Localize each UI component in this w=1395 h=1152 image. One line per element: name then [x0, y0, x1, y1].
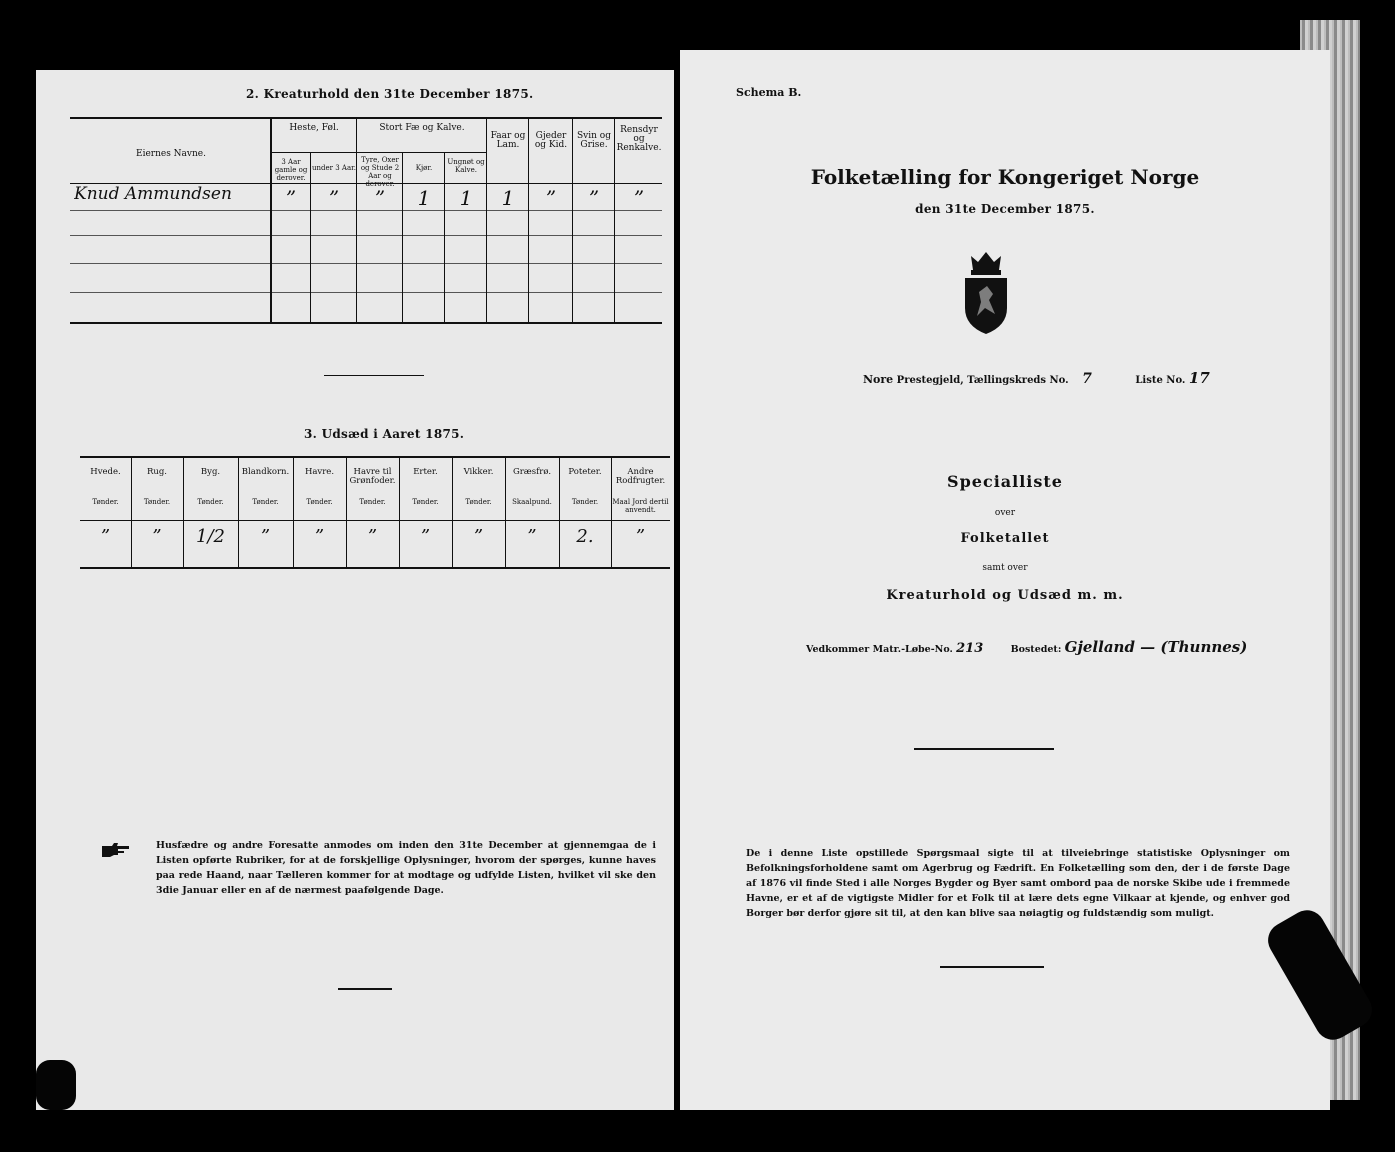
value-fae-b: 1	[417, 186, 431, 210]
rensdyr-header: Rensdyr og Renkalve.	[616, 125, 662, 153]
matr-label: Vedkommer Matr.-Løbe-No.	[806, 644, 953, 655]
right-page	[680, 50, 1330, 1110]
sowing-value: ”	[314, 526, 325, 547]
value-gjeder: ”	[545, 186, 557, 210]
pointing-hand-icon	[102, 842, 130, 856]
owner-header: Eiernes Navne.	[136, 149, 206, 159]
heste-header: Heste, Føl.	[289, 123, 339, 133]
kreaturhold-heading: Kreaturhold og Udsæd m. m.	[886, 588, 1124, 603]
sowing-header: Havre til Grønfoder.	[349, 467, 396, 486]
sowing-unit: Tønder.	[571, 498, 599, 506]
sowing-unit: Tønder.	[412, 498, 439, 506]
sowing-value: ”	[100, 526, 111, 547]
value-rensdyr: ”	[633, 186, 645, 210]
sowing-header: Erter.	[413, 467, 438, 477]
sowing-value: ”	[260, 526, 271, 547]
liste-label: Liste No.	[1135, 375, 1186, 386]
folketallet-heading: Folketallet	[960, 531, 1050, 546]
bosted-label: Bostedet:	[1010, 644, 1062, 655]
sowing-value: ”	[473, 526, 484, 547]
gjeder-header: Gjeder og Kid.	[534, 131, 568, 150]
specialliste-heading: Specialliste	[947, 472, 1063, 491]
sowing-unit: Tønder.	[92, 498, 119, 506]
sowing-header: Græsfrø.	[512, 467, 552, 477]
divider	[324, 375, 424, 376]
notice-text: Husfædre og andre Foresatte anmodes om inden den 31te December at gjennemgaa de i Listen opførte Rubriker, for at de forskjellige Oplysninger, hvorom der spørges, kunne haves paa rede Haand, naar Tælleren kommer for at modtage og udfylde Listen, hvilket vil ske den 3die Januar eller en af de nærmest paafølgende Dage.	[156, 840, 656, 896]
sowing-value: 2.	[576, 526, 594, 547]
fae-sub-c: Ungnøt og Kalve.	[447, 158, 485, 174]
purpose-note: De i denne Liste opstillede Spørgsmaal sigte til at tilveiebringe statistiske Oplysninger om Befolkningsforholdene samt om Agerbrug og Fædrift. En Folketælling som den, der i de første Dage af 1876 vil finde Sted i alle Norges Bygder og Byer samt ombord paa de norske Skibe ude i fremmede Havne, er et af de vigtigste Midler for et Folk til at lære dets egne Vilkaar at kjende, og enhver god Borger bør derfor gjøre sit til, at den kan blive saa nøiagtig og fuldstændig som muligt.	[746, 848, 1290, 919]
sowing-unit: Tønder.	[359, 498, 386, 506]
sowing-header: Byg.	[200, 467, 221, 477]
sowing-unit: Tønder.	[143, 498, 171, 506]
sowing-header: Hvede.	[90, 467, 121, 477]
schema-label: Schema B.	[736, 86, 802, 99]
matr-line	[806, 638, 1247, 656]
heste-sub-b: under 3 Aar.	[312, 164, 356, 172]
sowing-header: Vikker.	[463, 467, 494, 477]
sowing-unit: Tønder.	[252, 498, 279, 506]
district-line	[863, 369, 1210, 387]
census-subtitle: den 31te December 1875.	[915, 202, 1095, 216]
sowing-value: 1/2	[196, 526, 225, 547]
value-heste-a: ”	[285, 186, 297, 210]
liste-value: 17	[1188, 369, 1210, 387]
samt-over-text: samt over	[982, 563, 1028, 573]
fae-sub-a: Tyre, Oxer og Stude 2 Aar og derover.	[360, 156, 400, 188]
sowing-value: ”	[527, 526, 537, 547]
sowing-unit: Skaalpund.	[512, 498, 552, 506]
value-faar: 1	[501, 186, 515, 210]
shadow	[36, 1060, 76, 1110]
bosted-value: Gjelland — (Thunnes)	[1064, 638, 1248, 656]
sowing-unit: Tønder.	[306, 498, 333, 506]
divider	[914, 748, 1054, 750]
sowing-value: ”	[635, 526, 646, 547]
stort-fae-header: Stort Fæ og Kalve.	[379, 123, 465, 133]
divider	[940, 966, 1044, 968]
section-3-title: 3. Udsæd i Aaret 1875.	[304, 427, 465, 441]
fae-sub-b: Kjør.	[415, 164, 433, 172]
value-svin: ”	[588, 186, 600, 210]
sowing-unit: Tønder.	[465, 498, 492, 506]
sowing-header: Havre.	[304, 467, 335, 477]
over-text: over	[994, 508, 1016, 518]
heste-sub-a: 3 Aar gamle og derover.	[274, 158, 308, 182]
census-title: Folketælling for Kongeriget Norge	[810, 165, 1200, 189]
divider	[338, 988, 392, 990]
svin-header: Svin og Grise.	[577, 131, 611, 150]
sowing-header: Rug.	[146, 467, 168, 477]
sowing-header: Blandkorn.	[241, 467, 290, 477]
coat-of-arms-icon	[961, 248, 1011, 334]
sowing-value: ”	[367, 526, 378, 547]
sowing-value: ”	[420, 526, 431, 547]
value-fae-c: 1	[459, 186, 473, 210]
value-fae-a: ”	[374, 186, 386, 210]
prestegjeld-label: Prestegjeld, Tællingskreds No.	[896, 375, 1069, 386]
kreds-value: 7	[1082, 371, 1092, 387]
sowing-value: ”	[152, 526, 162, 547]
sowing-header: Poteter.	[568, 467, 602, 477]
value-heste-b: ”	[328, 186, 340, 210]
sowing-header: Andre Rodfrugter.	[615, 467, 666, 486]
section-2-title: 2. Kreaturhold den 31te December 1875.	[246, 87, 534, 101]
matr-value: 213	[956, 641, 984, 656]
faar-header: Faar og Lam.	[490, 131, 526, 150]
sowing-unit: Tønder.	[197, 498, 224, 506]
owner-name: Knud Ammundsen	[74, 184, 232, 204]
prestegjeld-value: Nore	[863, 373, 894, 386]
left-page	[36, 70, 674, 1110]
sowing-unit: Maal Jord dertil anvendt.	[612, 498, 669, 514]
